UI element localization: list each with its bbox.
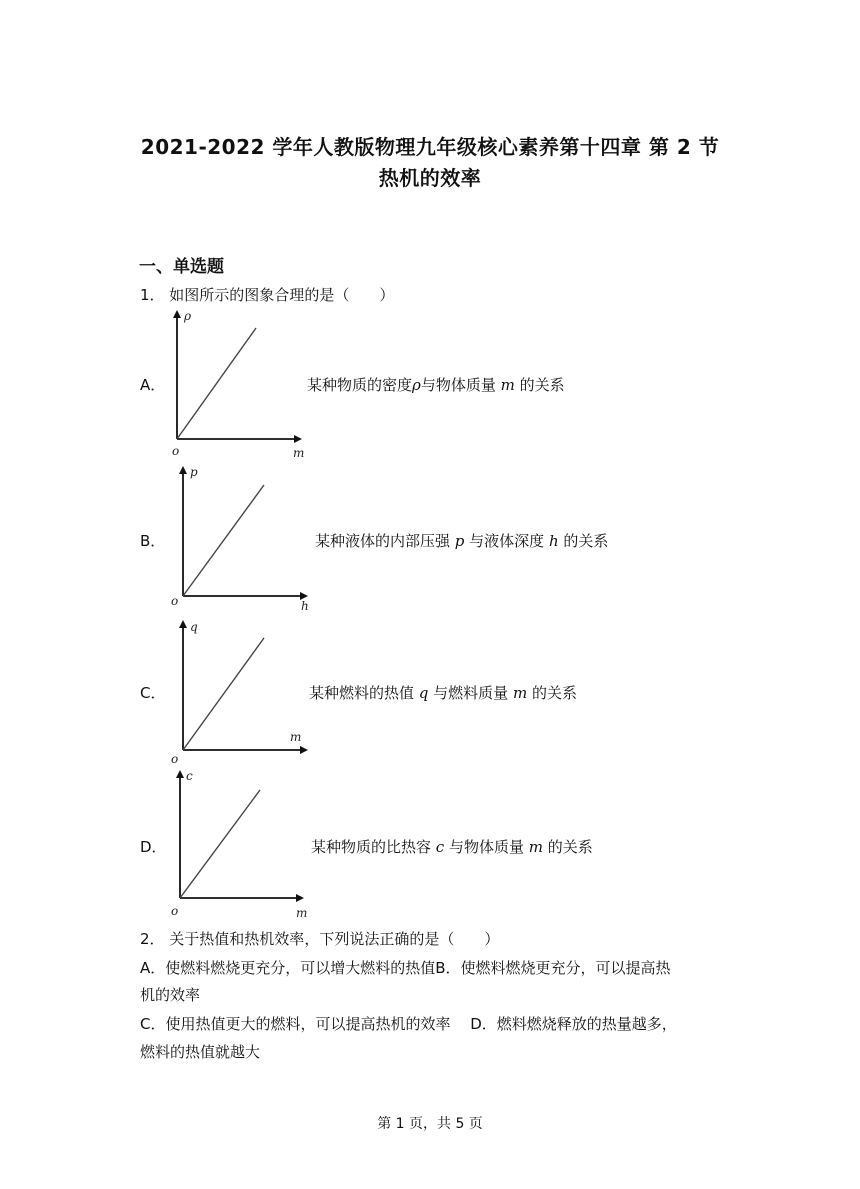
option-a-text: 某种物质的密度ρ与物体质量 m 的关系	[307, 376, 565, 394]
proportional-line	[183, 638, 264, 750]
x-axis-label: m	[293, 446, 305, 460]
document-title-line2: 热机的效率	[378, 166, 482, 190]
page-footer: 第 1 页，共 5 页	[377, 1116, 483, 1132]
option-b-label: B．	[140, 532, 166, 550]
option-c-text: 某种燃料的热值 q 与燃料质量 m 的关系	[309, 684, 577, 702]
origin-label: o	[171, 904, 179, 918]
question-2-line-3: C．使用热值更大的燃料，可以提高热机的效率 D．燃料燃烧释放的热量越多，	[140, 1015, 677, 1033]
y-axis-label: q	[190, 620, 198, 634]
y-axis-label: ρ	[184, 309, 192, 323]
option-b-text: 某种液体的内部压强 p 与液体深度 h 的关系	[315, 532, 609, 550]
y-axis-label: p	[190, 465, 198, 479]
origin-label: o	[171, 594, 179, 608]
proportional-line	[183, 485, 264, 596]
section-heading: 一、单选题	[139, 257, 224, 277]
proportional-line	[180, 790, 260, 898]
question-2-line-1: A．使燃料燃烧更充分，可以增大燃料的热值B．使燃料燃烧更充分，可以提高热	[140, 959, 671, 977]
origin-label: o	[171, 752, 179, 766]
x-axis-label: m	[290, 730, 302, 744]
option-d-label: D．	[140, 838, 167, 856]
option-d-text: 某种物质的比热容 c 与物体质量 m 的关系	[311, 838, 593, 856]
document-title-line1: 2021-2022 学年人教版物理九年级核心素养第十四章 第 2 节	[140, 135, 720, 159]
option-a-graph	[166, 306, 316, 462]
question-2-line-4: 燃料的热值就越大	[140, 1043, 261, 1061]
option-c-graph	[170, 614, 320, 770]
proportional-line	[177, 328, 256, 439]
y-axis-label: c	[186, 769, 193, 783]
x-axis-label: m	[296, 906, 308, 920]
option-c-label: C．	[140, 684, 166, 702]
question-1-stem: 1． 如图所示的图象合理的是（ ）	[140, 286, 395, 304]
question-2-line-2: 机的效率	[140, 986, 201, 1004]
option-b-graph	[170, 460, 320, 616]
x-axis-label: h	[301, 599, 309, 613]
origin-label: o	[172, 444, 180, 458]
question-2-stem: 2． 关于热值和热机效率，下列说法正确的是（ ）	[140, 930, 500, 948]
option-a-label: A．	[140, 376, 166, 394]
option-d-graph	[168, 766, 318, 922]
